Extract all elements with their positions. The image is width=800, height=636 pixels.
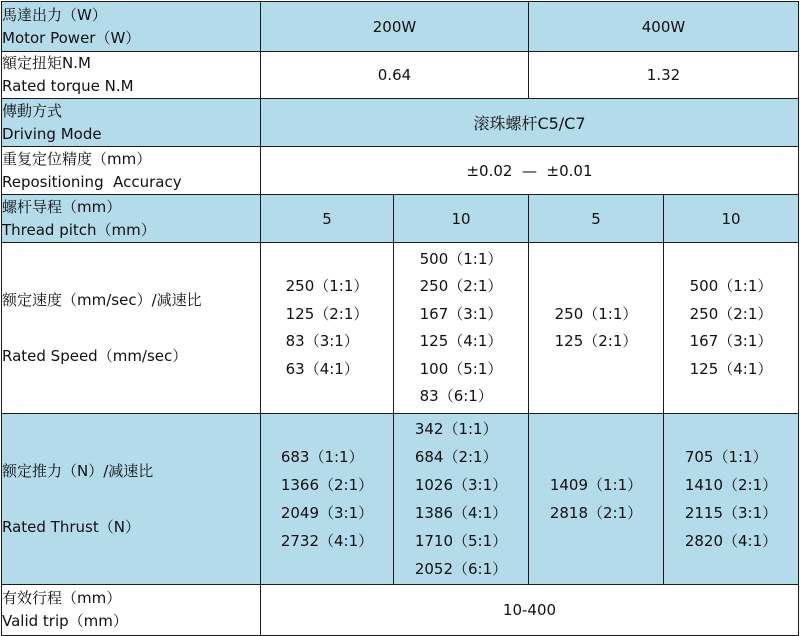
speed-value: 250（2:1）	[419, 277, 503, 295]
thrust-value: 683（1:1）	[280, 448, 364, 466]
label-driving-mode	[2, 99, 261, 147]
thrust-col-1	[261, 414, 394, 585]
label-cn: 重复定位精度（mm）	[2, 149, 152, 168]
speed-value: 125（2:1）	[285, 304, 369, 323]
row-rated-speed	[2, 243, 799, 414]
thrust-value: 1386（4:1）	[414, 504, 508, 522]
speed-value: 83（3:1）	[285, 332, 359, 350]
pitch-200w-5: 5	[261, 195, 394, 243]
speed-value: 125（2:1）	[554, 332, 638, 350]
speed-col-2	[394, 243, 529, 414]
thrust-value: 2052（6:1）	[414, 560, 508, 578]
thrust-value: 1410（2:1）	[684, 476, 778, 494]
label-motor-power	[2, 2, 261, 52]
row-thread-pitch	[2, 195, 799, 243]
speed-value: 125（4:1）	[419, 332, 503, 350]
valid-trip-value: 10-400	[261, 585, 799, 636]
thrust-col-2	[394, 414, 529, 585]
speed-value: 167（3:1）	[689, 332, 773, 350]
label-cn: 螺杆导程（mm）	[2, 197, 122, 216]
row-repositioning-accuracy	[2, 147, 799, 195]
value-400w: 400W	[529, 2, 799, 52]
row-valid-trip	[2, 585, 799, 636]
thrust-value: 2818（2:1）	[549, 504, 643, 522]
label-en: Driving Mode	[2, 124, 102, 143]
thrust-value: 1710（5:1）	[414, 532, 508, 550]
label-rated-speed	[2, 243, 261, 414]
thrust-value: 1026（3:1）	[414, 476, 508, 494]
label-cn: 额定推力（N）/减速比	[2, 461, 154, 480]
label-cn: 傳動方式	[2, 101, 63, 120]
thrust-value: 2049（3:1）	[280, 504, 374, 522]
label-repositioning-accuracy	[2, 147, 261, 195]
pitch-400w-10: 10	[664, 195, 799, 243]
row-driving-mode	[2, 99, 799, 147]
row-rated-thrust	[2, 414, 799, 585]
speed-value: 125（4:1）	[689, 359, 773, 378]
label-thread-pitch	[2, 195, 261, 243]
thrust-value: 1409（1:1）	[549, 476, 643, 494]
speed-col-3	[529, 243, 664, 414]
speed-col-4	[664, 243, 799, 414]
speed-value: 100（5:1）	[419, 359, 503, 378]
thrust-value: 684（2:1）	[414, 448, 498, 466]
label-cn: 额定速度（mm/sec）/减速比	[2, 290, 202, 309]
value-200w: 200W	[261, 2, 529, 52]
row-motor-power	[2, 2, 799, 52]
accuracy-value: ±0.02 — ±0.01	[261, 147, 799, 195]
label-en: Rated Speed（mm/sec）	[2, 346, 188, 365]
thrust-col-3	[529, 414, 664, 585]
label-en: Rated torque N.M	[2, 77, 134, 95]
thrust-value: 2820（4:1）	[684, 532, 778, 550]
speed-value: 167（3:1）	[419, 304, 503, 323]
speed-value: 500（1:1）	[419, 249, 503, 268]
label-cn: 有效行程（mm）	[2, 589, 122, 607]
thrust-col-4	[664, 414, 799, 585]
thrust-value: 705（1:1）	[684, 448, 768, 466]
label-en: Repositioning Accuracy	[2, 172, 182, 191]
torque-200w: 0.64	[261, 52, 529, 99]
speed-value: 83（6:1）	[419, 387, 493, 405]
thrust-value: 342（1:1）	[414, 420, 498, 438]
row-rated-torque	[2, 52, 799, 99]
speed-value: 63（4:1）	[285, 359, 359, 378]
thrust-value: 2115（3:1）	[684, 504, 778, 522]
label-valid-trip	[2, 585, 261, 636]
pitch-200w-10: 10	[394, 195, 529, 243]
label-cn: 額定扭矩N.M	[2, 54, 91, 72]
label-cn: 馬達出力（W）	[2, 5, 107, 24]
speed-value: 250（1:1）	[554, 304, 638, 323]
label-en: Thread pitch（mm）	[2, 220, 156, 239]
thrust-value: 2732（4:1）	[280, 532, 374, 550]
spec-table	[1, 1, 799, 636]
torque-400w: 1.32	[529, 52, 799, 99]
speed-value: 250（2:1）	[689, 304, 773, 323]
speed-value: 250（1:1）	[285, 277, 369, 295]
label-rated-thrust	[2, 414, 261, 585]
label-en: Rated Thrust（N）	[2, 517, 140, 536]
label-en: Valid trip（mm）	[2, 612, 128, 630]
thrust-value: 1366（2:1）	[280, 476, 374, 494]
speed-value: 500（1:1）	[689, 277, 773, 295]
pitch-400w-5: 5	[529, 195, 664, 243]
label-rated-torque	[2, 52, 261, 99]
driving-mode-value: 滚珠螺杆C5/C7	[261, 99, 799, 147]
label-en: Motor Power（W）	[2, 28, 141, 47]
speed-col-1	[261, 243, 394, 414]
